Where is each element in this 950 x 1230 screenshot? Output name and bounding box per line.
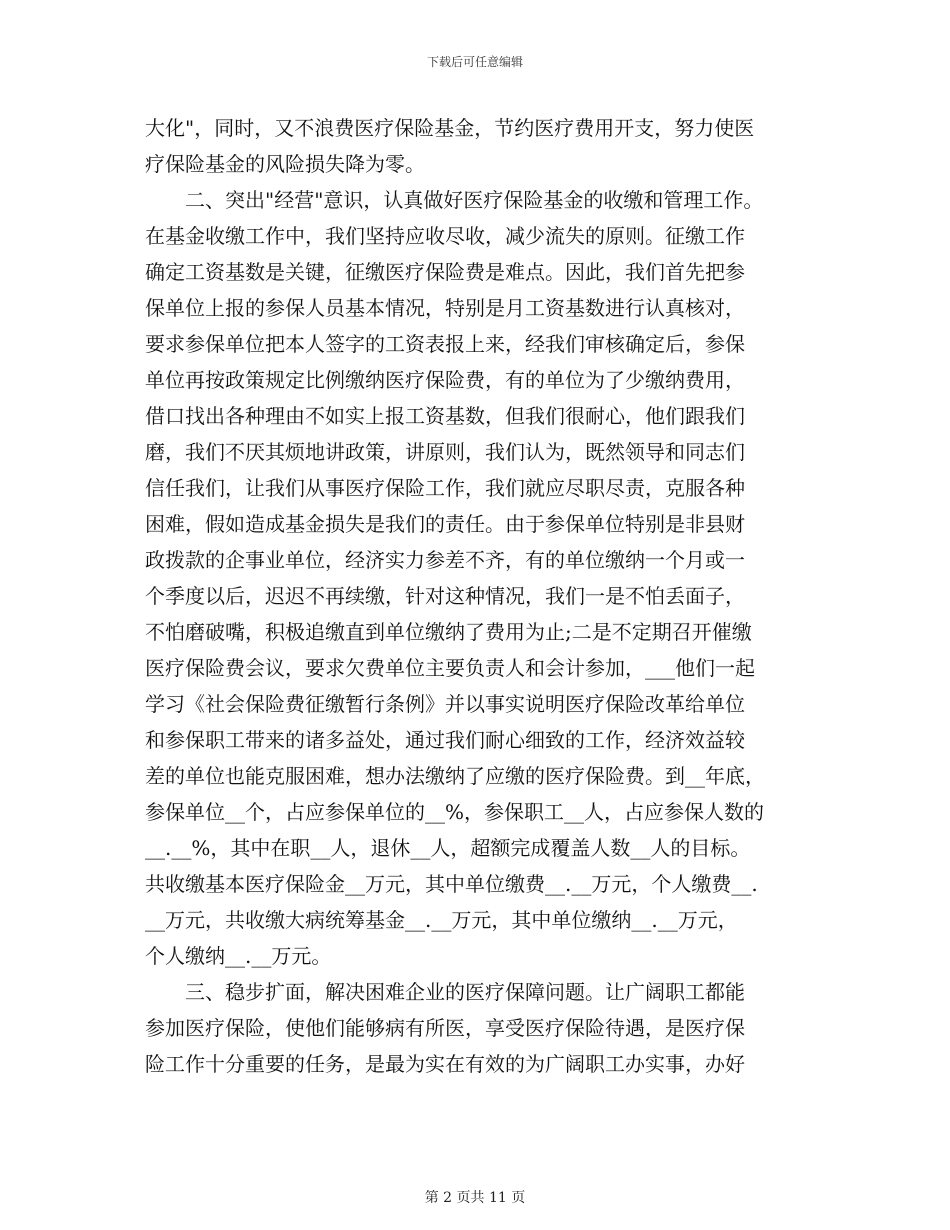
body-text bbox=[145, 110, 815, 1082]
text-line: 险工作十分重要的任务，是最为实在有效的为广阔职工办实事，办好 bbox=[145, 1052, 745, 1076]
text-line: 政拨款的企事业单位，经济实力参差不齐，有的单位缴纳一个月或一 bbox=[145, 548, 745, 572]
text-line: __.__%，其中在职__人，退休__人，超额完成覆盖人数__人的目标。 bbox=[145, 836, 751, 860]
text-line: 参保单位__个，占应参保单位的__%，参保职工__人，占应参保人数的 bbox=[145, 800, 765, 824]
text-line: 保单位上报的参保人员基本情况，特别是月工资基数进行认真核对， bbox=[145, 296, 745, 320]
text-line: __万元，共收缴大病统筹基金__.__万元，其中单位缴纳__.__万元， bbox=[145, 908, 738, 932]
text-line: 个人缴纳__.__万元。 bbox=[145, 944, 332, 968]
paragraph-start-line: 三、稳步扩面，解决困难企业的医疗保障问题。让广阔职工都能 bbox=[185, 980, 745, 1004]
text-line: 磨，我们不厌其烦地讲政策，讲原则，我们认为，既然领导和同志们 bbox=[145, 440, 745, 464]
text-line: 差的单位也能克服困难，想办法缴纳了应缴的医疗保险费。到__年底， bbox=[145, 764, 765, 788]
text-line: 要求参保单位把本人签字的工资表报上来，经我们审核确定后，参保 bbox=[145, 332, 745, 356]
text-line: 和参保职工带来的诸多益处，通过我们耐心细致的工作，经济效益较 bbox=[145, 728, 745, 752]
text-line: 借口找出各种理由不如实上报工资基数，但我们很耐心，他们跟我们 bbox=[145, 404, 745, 428]
text-line: 共收缴基本医疗保险金__万元，其中单位缴费__.__万元，个人缴费__. bbox=[145, 872, 758, 896]
text-line: 不怕磨破嘴，积极追缴直到单位缴纳了费用为止;二是不定期召开催缴 bbox=[145, 620, 752, 644]
text-line: 困难，假如造成基金损失是我们的责任。由于参保单位特别是非县财 bbox=[145, 512, 745, 536]
page-footer: 第 2 页共 11 页 bbox=[424, 1190, 526, 1206]
text-line: 在基金收缴工作中，我们坚持应收尽收，减少流失的原则。征缴工作 bbox=[145, 224, 745, 248]
text-line: 确定工资基数是关键，征缴医疗保险费是难点。因此，我们首先把参 bbox=[145, 260, 745, 284]
text-line: 个季度以后，迟迟不再续缴，针对这种情况，我们一是不怕丢面子， bbox=[145, 584, 745, 608]
text-line: 信任我们，让我们从事医疗保险工作，我们就应尽职尽责，克服各种 bbox=[145, 476, 745, 500]
text-line: 疗保险基金的风险损失降为零。 bbox=[145, 152, 425, 176]
text-line: 单位再按政策规定比例缴纳医疗保险费，有的单位为了少缴纳费用， bbox=[145, 368, 745, 392]
text-line: 学习《社会保险费征缴暂行条例》并以事实说明医疗保险改革给单位 bbox=[145, 692, 745, 716]
text-line: 医疗保险费会议，要求欠费单位主要负责人和会计参加，___他们一起 bbox=[145, 656, 755, 680]
page-header: 下载后可任意编辑 bbox=[426, 55, 523, 69]
paragraph-start-line: 二、突出"经营"意识，认真做好医疗保险基金的收缴和管理工作。 bbox=[185, 188, 764, 212]
text-line: 参加医疗保险，使他们能够病有所医，享受医疗保险待遇，是医疗保 bbox=[145, 1016, 745, 1040]
text-line: 大化"，同时，又不浪费医疗保险基金，节约医疗费用开支，努力使医 bbox=[145, 116, 755, 140]
